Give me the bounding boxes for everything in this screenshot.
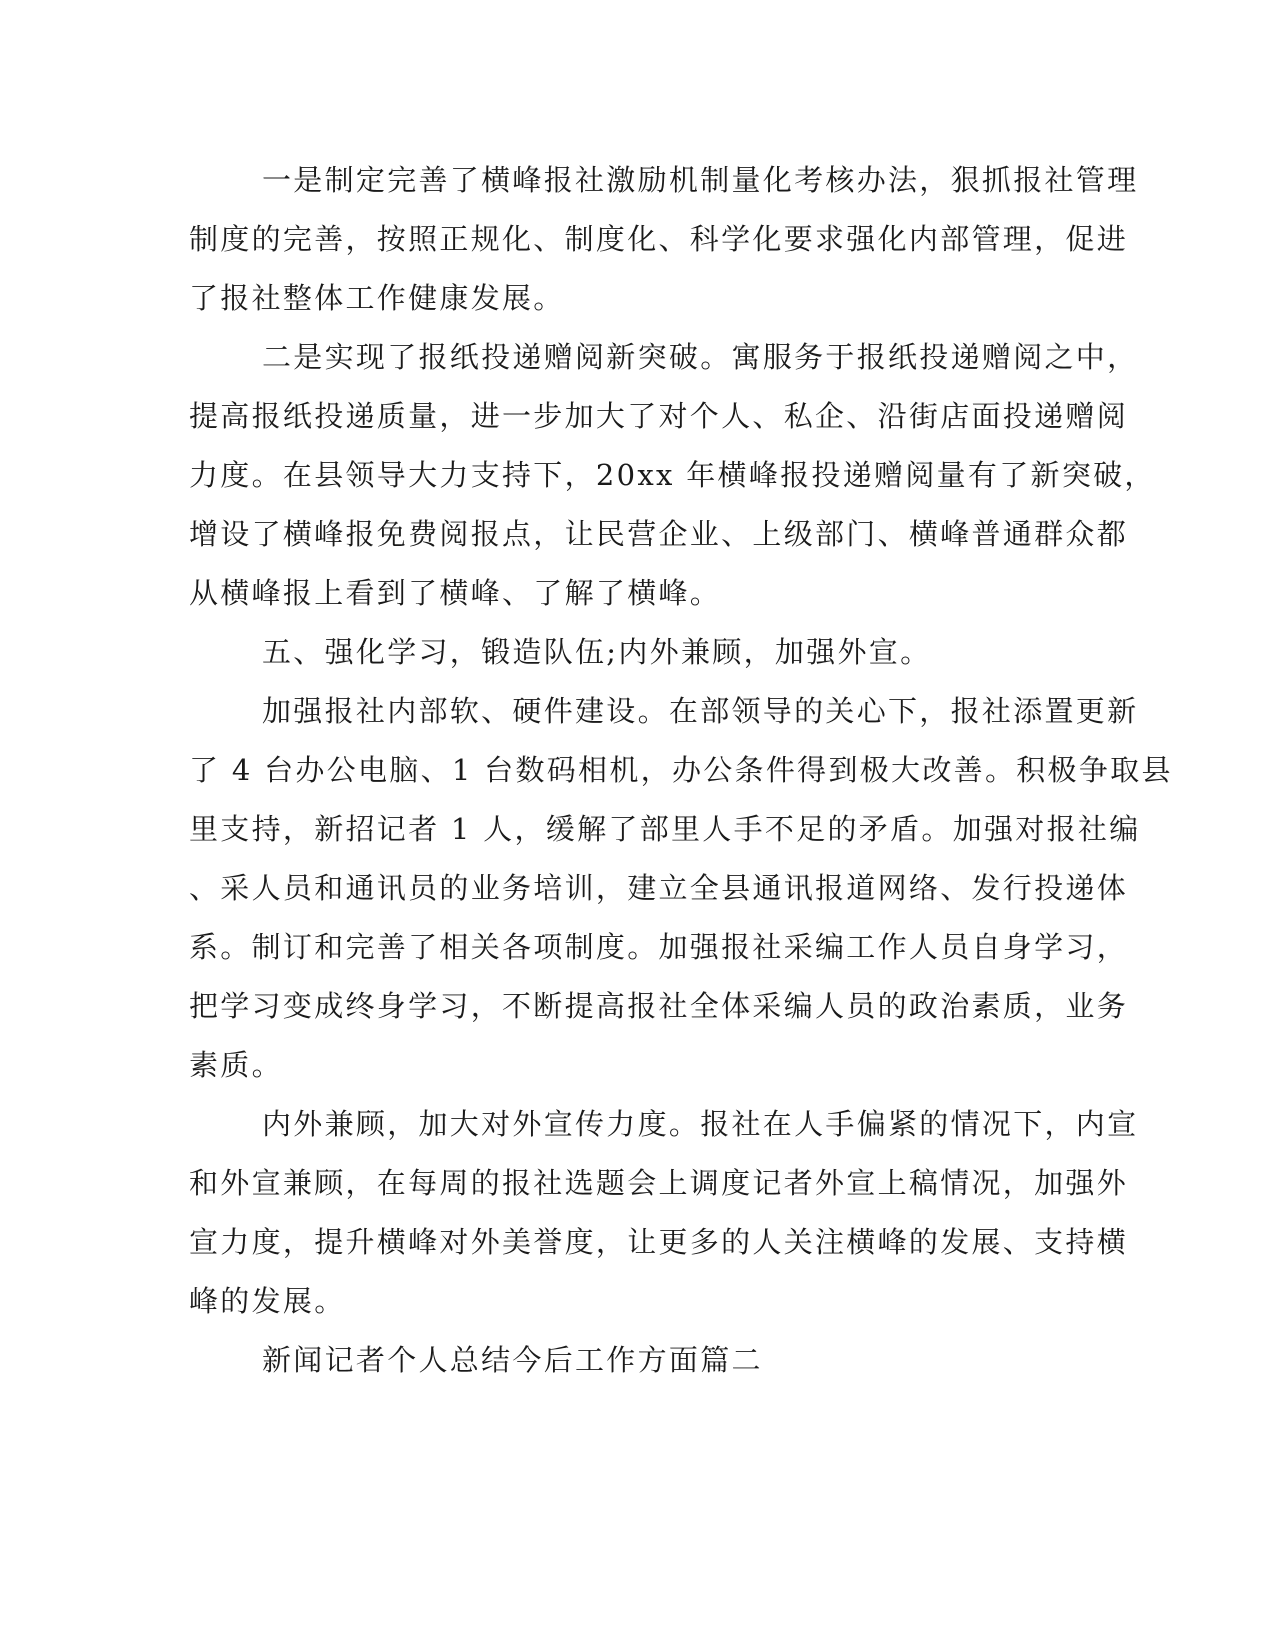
paragraph-1-line-3: 了报社整体工作健康发展。 xyxy=(189,281,565,315)
paragraph-2-line-4: 增设了横峰报免费阅报点，让民营企业、上级部门、横峰普通群众都 xyxy=(189,517,1129,551)
paragraph-3-line-5: 系。制订和完善了相关各项制度。加强报社采编工作人员自身学习， xyxy=(189,930,1129,964)
paragraph-1-line-2: 制度的完善，按照正规化、制度化、科学化要求强化内部管理，促进 xyxy=(189,222,1129,256)
paragraph-2-line-1: 二是实现了报纸投递赠阅新突破。寓服务于报纸投递赠阅之中， xyxy=(262,340,1139,374)
paragraph-3-line-6: 把学习变成终身学习，不断提高报社全体采编人员的政治素质，业务 xyxy=(189,989,1129,1023)
paragraph-4-line-4: 峰的发展。 xyxy=(189,1284,346,1318)
section-heading-five: 五、强化学习，锻造队伍;内外兼顾，加强外宣。 xyxy=(262,635,932,669)
paragraph-3-line-3: 里支持，新招记者 1 人，缓解了部里人手不足的矛盾。加强对报社编 xyxy=(189,812,1141,846)
paragraph-4-line-3: 宣力度，提升横峰对外美誉度，让更多的人关注横峰的发展、支持横 xyxy=(189,1225,1129,1259)
paragraph-2-line-2: 提高报纸投递质量，进一步加大了对个人、私企、沿街店面投递赠阅 xyxy=(189,399,1129,433)
paragraph-3-line-4: 、采人员和通讯员的业务培训，建立全县通讯报道网络、发行投递体 xyxy=(189,871,1129,905)
paragraph-2-line-3: 力度。在县领导大力支持下，20xx 年横峰报投递赠阅量有了新突破， xyxy=(189,458,1156,492)
paragraph-3-line-2: 了 4 台办公电脑、1 台数码相机，办公条件得到极大改善。积极争取县 xyxy=(189,753,1173,787)
paragraph-4-line-2: 和外宣兼顾，在每周的报社选题会上调度记者外宣上稿情况，加强外 xyxy=(189,1166,1129,1200)
paragraph-2-line-5: 从横峰报上看到了横峰、了解了横峰。 xyxy=(189,576,722,610)
section-title-part-two: 新闻记者个人总结今后工作方面篇二 xyxy=(262,1343,763,1377)
paragraph-3-line-7: 素质。 xyxy=(189,1048,283,1082)
paragraph-1-line-1: 一是制定完善了横峰报社激励机制量化考核办法，狠抓报社管理 xyxy=(262,163,1139,197)
paragraph-3-line-1: 加强报社内部软、硬件建设。在部领导的关心下，报社添置更新 xyxy=(262,694,1139,728)
paragraph-4-line-1: 内外兼顾，加大对外宣传力度。报社在人手偏紧的情况下，内宣 xyxy=(262,1107,1139,1141)
